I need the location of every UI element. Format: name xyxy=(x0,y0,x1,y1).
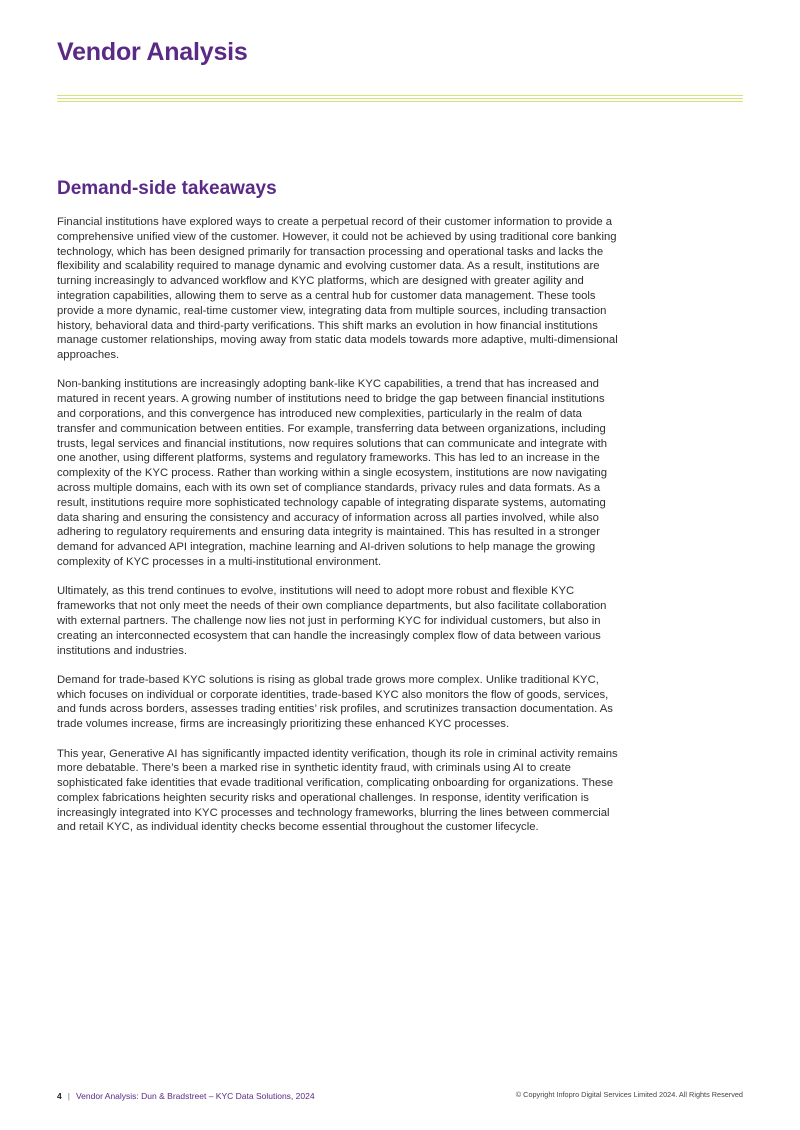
footer-left xyxy=(57,1091,315,1101)
title-divider-line xyxy=(57,98,743,99)
paragraph: Non-banking institutions are increasingly adopting bank-like KYC capabilities, a trend that has increased and matured in recent years. A growing number of institutions need to bridge the gap between financial institutions and corporations, and this convergence has introduced new complexities, particularly in the realm of data transfer and communication between entities. For example, transferring data between organizations, including trusts, legal services and financial institutions, now requires solutions that can communicate and integrate with one another, using different platforms, systems and regulatory frameworks. This has led to an increase in the complexity of the KYC process. Rather than working within a single ecosystem, institutions are now navigating across multiple domains, each with its own set of compliance standards, privacy rules and data formats. As a result, institutions require more sophisticated technology capable of integrating disparate systems, automating data sharing and ensuring the consistency and accuracy of information across all parties involved, while also adhering to regulatory requirements and ensuring data integrity is maintained. This has resulted in a stronger demand for advanced API integration, machine learning and AI-driven solutions to help manage the growing complexity of KYC processes in a multi-institutional environment. xyxy=(57,378,608,569)
page-number: 4 xyxy=(57,1091,62,1101)
section-heading: Demand-side takeaways xyxy=(57,178,277,199)
body-text xyxy=(57,215,622,850)
footer-document-title: Vendor Analysis: Dun & Bradstreet – KYC Data Solutions, 2024 xyxy=(75,1091,315,1101)
footer-copyright: © Copyright Infopro Digital Services Limited 2024. All Rights Reserved xyxy=(515,1090,743,1099)
title-divider-line xyxy=(57,101,743,102)
paragraph: Ultimately, as this trend continues to evolve, institutions will need to adopt more robust and flexible KYC frameworks that not only meet the needs of their own compliance departments, but also facilitate collaboration with external partners. The challenge now lies not just in performing KYC for individual customers, but also in creating an interconnected ecosystem that can handle the increasingly complex flow of data between various institutions and industries. xyxy=(57,585,607,657)
footer-separator: | xyxy=(67,1091,70,1101)
page-title: Vendor Analysis xyxy=(57,38,248,66)
title-divider-line xyxy=(57,95,743,96)
paragraph: Financial institutions have explored ways to create a perpetual record of their customer information to provide a comprehensive unified view of the customer. However, it could not be achieved by using traditional core banking technology, which has been designed primarily for transaction processing and operational tasks and lacks the flexibility and scalability required to manage dynamic and evolving customer data. As a result, institutions are turning increasingly to advanced workflow and KYC platforms, which are designed with greater agility and integration capabilities, allowing them to serve as a central hub for customer data management. These tools provide a more dynamic, real-time customer view, integrating data from multiple sources, including transaction history, behavioral data and third-party verifications. This shift marks an evolution in how financial institutions manage customer relationships, moving away from static data models towards more adaptive, multi-dimensional approaches. xyxy=(57,216,618,362)
paragraph: Demand for trade-based KYC solutions is rising as global trade grows more complex. Unlike traditional KYC, which focuses on individual or corporate identities, trade-based KYC also monitors the flow of goods, services, and funds across borders, assesses trading entities’ risk profiles, and scrutinizes transaction documentation. As trade volumes increase, firms are increasingly prioritizing these enhanced KYC processes. xyxy=(57,673,613,731)
paragraph: This year, Generative AI has significantly impacted identity verification, though its role in criminal activity remains more debatable. There’s been a marked rise in synthetic identity fraud, with criminals using AI to create sophisticated fake identities that evade traditional verification, complicating onboarding for organizations. These complex fabrications heighten security risks and operational challenges. In response, identity verification is increasingly integrated into KYC processes and technology frameworks, blurring the lines between commercial and retail KYC, as individual identity checks become essential throughout the customer lifecycle. xyxy=(57,747,618,834)
page-footer xyxy=(57,1090,743,1104)
